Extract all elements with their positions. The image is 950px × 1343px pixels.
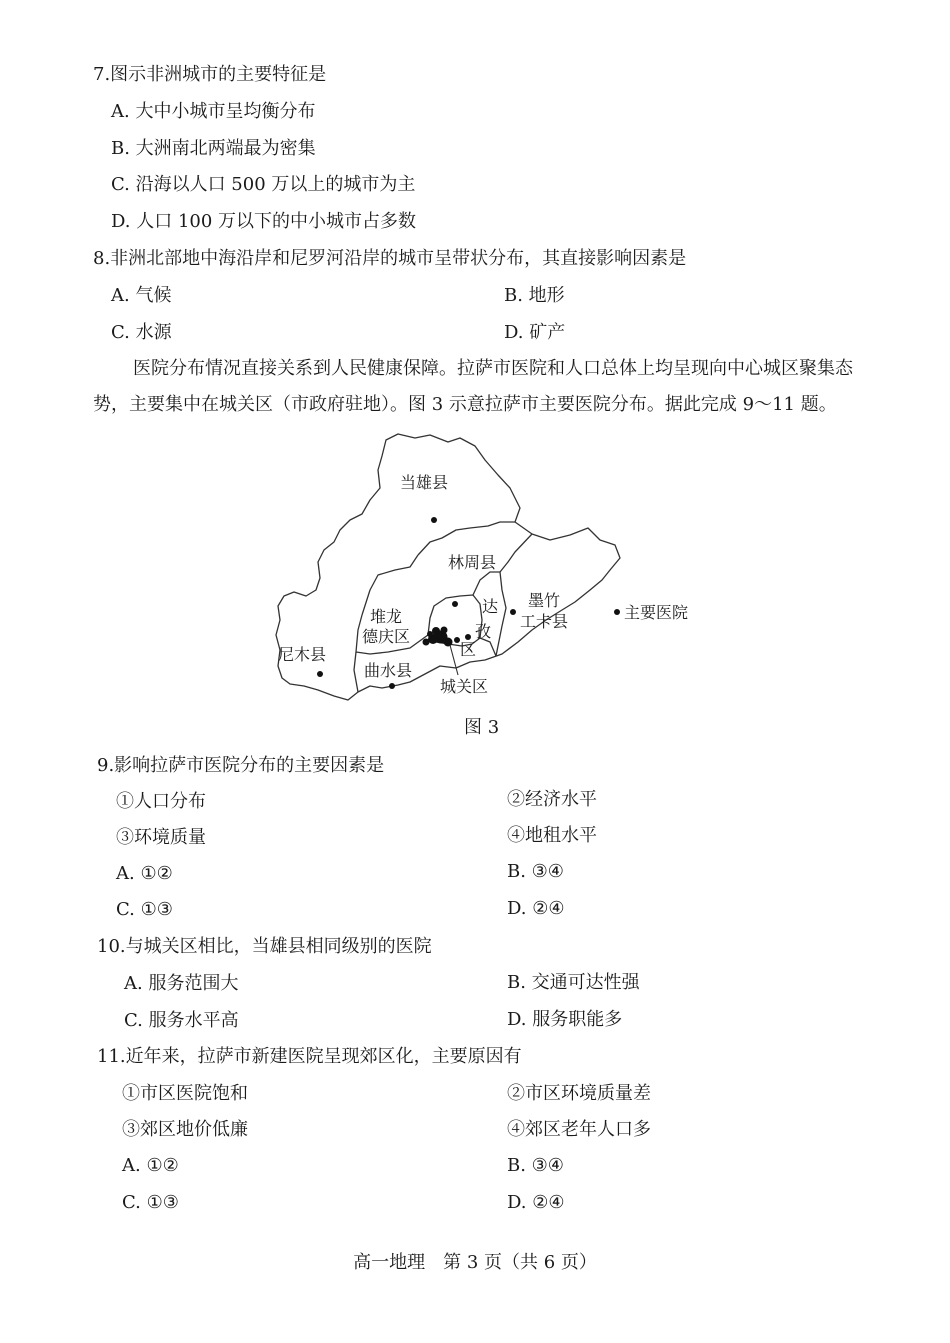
lhasa-hospital-map: [270, 430, 710, 710]
chengguan-leader-line: [450, 645, 458, 675]
q11-option-d: D. ②④: [507, 1192, 565, 1213]
label-mozhu-1: 墨竹: [528, 591, 561, 610]
q11-item-1: ①市区医院饱和: [122, 1083, 248, 1104]
hospital-dot-dangxiong: [431, 517, 437, 523]
q8-stem: 8.非洲北部地中海沿岸和尼罗河沿岸的城市呈带状分布，其直接影响因素是: [93, 248, 687, 269]
label-nimu: 尼木县: [278, 645, 327, 664]
hospital-cluster-5: [423, 639, 430, 646]
q8-option-b: B. 地形: [504, 285, 565, 306]
hospital-cluster-7: [427, 631, 433, 637]
page-footer: 高一地理 第 3 页（共 6 页）: [353, 1252, 597, 1273]
hospital-dot-nimu: [317, 671, 323, 677]
q9-item-4: ④地租水平: [507, 825, 597, 846]
passage: 医院分布情况直接关系到人民健康保障。拉萨市医院和人口总体上均呈现向中心城区聚集态势，主要集中在城关区（市政府驻地）。图 3 示意拉萨市主要医院分布。据此完成 9～11 题。: [93, 358, 853, 415]
q9-option-d: D. ②④: [507, 898, 565, 919]
label-dangxiong: 当雄县: [400, 473, 449, 492]
legend-label: 主要医院: [624, 603, 689, 622]
q9-option-a: A. ①②: [116, 863, 173, 884]
q11-option-b: B. ③④: [507, 1155, 564, 1176]
legend-dot: [614, 609, 620, 615]
q11-item-3: ③郊区地价低廉: [122, 1119, 248, 1140]
q7-option-a: A. 大中小城市呈均衡分布: [111, 101, 316, 122]
q9-item-1: ①人口分布: [116, 791, 206, 812]
label-linzhou: 林周县: [448, 553, 497, 572]
hospital-cluster-6: [441, 627, 448, 634]
q9-item-2: ②经济水平: [507, 789, 597, 810]
q11-item-4: ④郊区老年人口多: [507, 1119, 651, 1140]
q8-option-a: A. 气候: [111, 285, 172, 306]
figure-caption: 图 3: [464, 717, 500, 738]
label-dazi-1: 达: [482, 597, 499, 616]
q9-option-b: B. ③④: [507, 861, 564, 882]
q9-item-3: ③环境质量: [116, 827, 206, 848]
hospital-dot-mozhu: [510, 609, 516, 615]
hospital-dot-linzhou: [452, 601, 458, 607]
label-dazi-3: 区: [460, 640, 477, 659]
map-boundary-dangxiong: [418, 522, 515, 555]
map-boundary-nimu-qushui: [354, 652, 358, 692]
q7-stem: 7.图示非洲城市的主要特征是: [93, 64, 327, 85]
q10-option-a: A. 服务范围大: [124, 973, 239, 994]
label-duilong-1: 堆龙: [370, 607, 403, 626]
label-chengguan: 城关区: [440, 677, 489, 696]
q7-option-b: B. 大洲南北两端最为密集: [111, 138, 316, 159]
hospital-cluster-3: [444, 638, 453, 647]
map-boundary-mozhu: [500, 534, 532, 572]
label-mozhu-2: 工卡县: [520, 612, 569, 631]
q7-option-d: D. 人口 100 万以下的中小城市占多数: [111, 211, 417, 232]
q10-option-b: B. 交通可达性强: [507, 972, 640, 993]
q9-stem: 9.影响拉萨市医院分布的主要因素是: [97, 755, 385, 776]
label-qushui: 曲水县: [364, 661, 413, 680]
q10-option-d: D. 服务职能多: [507, 1009, 623, 1030]
q11-stem: 11.近年来，拉萨市新建医院呈现郊区化，主要原因有: [97, 1046, 522, 1067]
label-duilong-2: 德庆区: [362, 627, 411, 646]
q11-option-c: C. ①③: [122, 1192, 179, 1213]
q11-option-a: A. ①②: [122, 1155, 179, 1176]
hospital-dot-qushui: [389, 683, 395, 689]
hospital-cluster-4: [432, 627, 440, 635]
q8-option-d: D. 矿产: [504, 322, 566, 343]
q8-option-c: C. 水源: [111, 322, 172, 343]
q11-item-2: ②市区环境质量差: [507, 1083, 651, 1104]
map-boundary-dazi-west: [473, 572, 500, 595]
q10-stem: 10.与城关区相比，当雄县相同级别的医院: [97, 936, 432, 957]
q7-option-c: C. 沿海以人口 500 万以上的城市为主: [111, 174, 416, 195]
map-boundary-linzhou: [362, 555, 418, 615]
q9-option-c: C. ①③: [116, 899, 173, 920]
q10-option-c: C. 服务水平高: [124, 1010, 239, 1031]
label-dazi-2: 孜: [475, 622, 492, 641]
